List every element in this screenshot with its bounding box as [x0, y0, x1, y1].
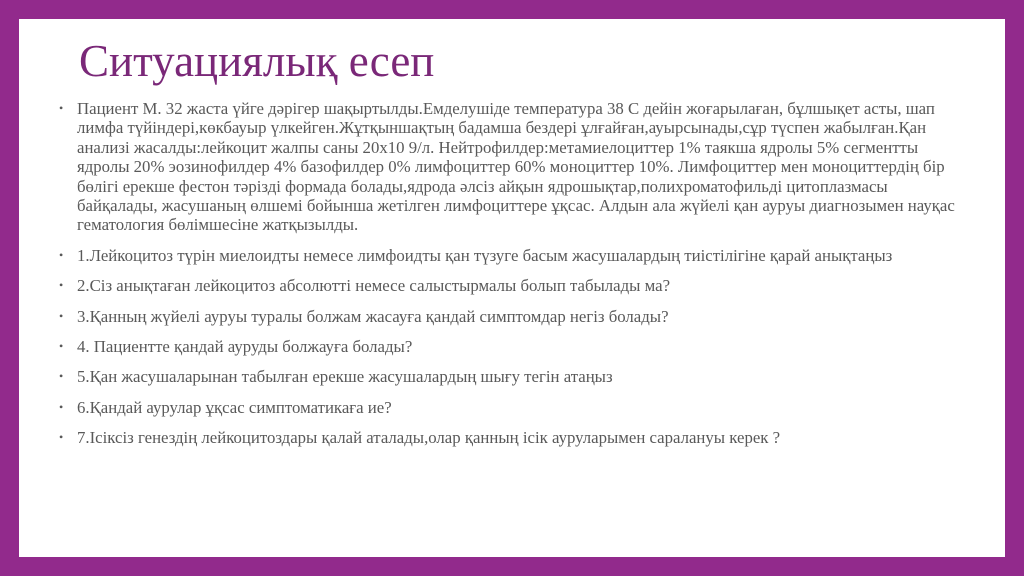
bullet-icon: • — [59, 308, 64, 323]
bullet-item-question-6 — [59, 398, 959, 417]
bullet-text: 2.Сіз анықтаған лейкоцитоз абсолютті немесе салыстырмалы болып табылады ма? — [77, 276, 671, 296]
bullet-text: 6.Қандай аурулар ұқсас симптоматикаға ие? — [77, 397, 392, 417]
bullet-item-question-5 — [59, 367, 959, 386]
bullet-item-question-2 — [59, 276, 959, 295]
bullet-icon: • — [59, 369, 64, 384]
slide — [19, 19, 1005, 557]
bullet-icon: • — [59, 101, 64, 115]
bullet-icon: • — [59, 247, 64, 262]
bullet-item-question-7 — [59, 428, 959, 447]
bullet-text: 4. Пациентте қандай ауруды болжауға болады? — [77, 337, 413, 357]
bullet-text: 3.Қанның жүйелі ауруы туралы болжам жасауға қандай симптомдар негіз болады? — [77, 306, 669, 326]
bullet-icon: • — [59, 339, 64, 354]
bullet-item-case-description — [59, 99, 959, 235]
bullet-text: 5.Қан жасушаларынан табылған ерекше жасушалардың шығу тегін атаңыз — [77, 367, 613, 387]
slide-title: Ситуациялық есеп — [79, 36, 435, 86]
bullet-text: 1.Лейкоцитоз түрін миелоидты немесе лимфоидты қан түзуге басым жасушалардың тиістілігіне қарай анықтаңыз — [77, 245, 893, 265]
bullet-icon: • — [59, 399, 64, 414]
bullet-icon: • — [59, 278, 64, 293]
bullet-list — [59, 99, 959, 459]
bullet-text: Пациент М. 32 жаста үйге дәрігер шақыртылды.Емделушіде температура 38 С дейін жоғарылаған, бұлшықет асты, шап лимфа түйіндері,көкбауыр үлкейген.Жұтқыншақтың бадамша бездері ұлғайған,ауырсынады,сұр түспен жабылған.Қан анализі жасалды:лейкоцит жалпы саны 20х10 9/л. Нейтрофилдер:метамиелоциттер 1% таякша ядролы 5% сегментты ядролы 20% эозинофилдер 4% базофилдер 0% лимфоциттер 60% моноциттер 10%. Лимфоциттер мен моноциттердің бір бөлігі ерекше фестон тәрізді формада болады,ядрода әлсіз айқын ядрошықтар,полихроматофильді цитоплазмасы байқалады, жасушаның өлшемі бойынша жетілген лимфоциттере ұқсас. Алдын ала жүйелі қан ауруы диагнозымен науқас гематология бөлімшесіне жатқызылды. — [77, 99, 955, 235]
bullet-icon: • — [59, 430, 64, 445]
bullet-item-question-1 — [59, 246, 959, 265]
bullet-item-question-3 — [59, 307, 959, 326]
bullet-item-question-4 — [59, 337, 959, 356]
bullet-text: 7.Ісіксіз генездің лейкоцитоздары қалай аталады,олар қанның ісік ауруларымен саралануы керек ? — [77, 428, 781, 448]
